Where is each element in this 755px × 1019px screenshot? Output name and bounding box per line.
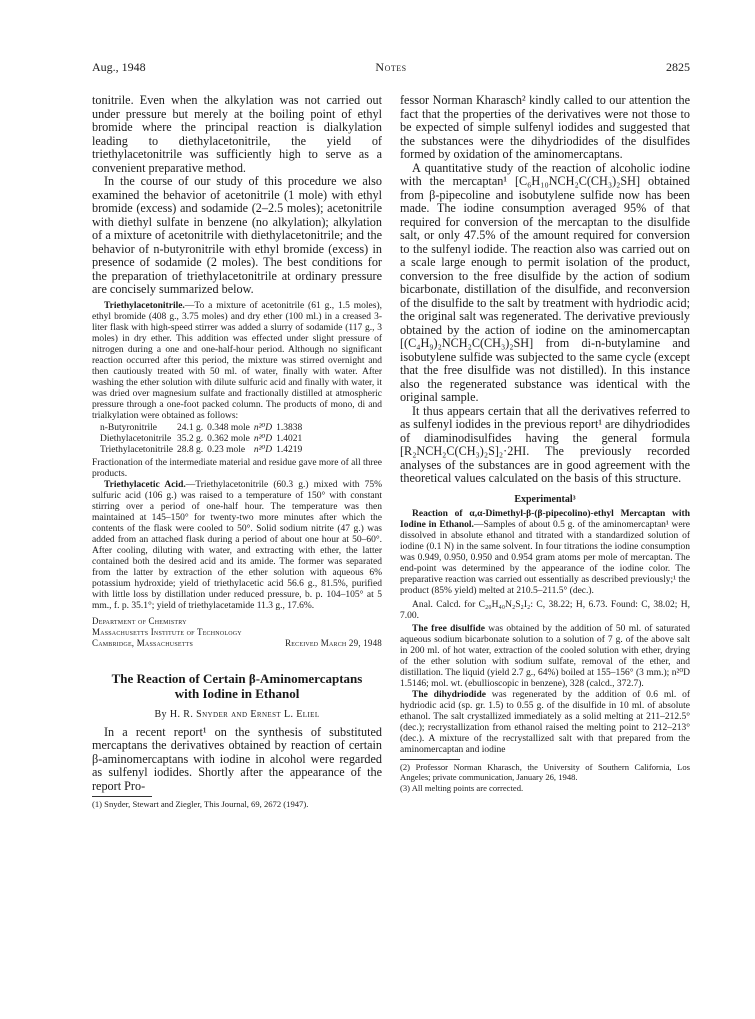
paragraph-text: —Triethylacetonitrile (60.3 g.) mixed with 75% sulfuric acid (106 g.) was raised to a temperature of 150° with constant stirring over a period of one-half hour. The temperature was then maintained at 145–150° for twenty-two more minutes after which the contents of the flask were cooled to 50°. Solid sodium nitrite (47 g.) was added from an attached flask during a period of about one hour at 50–60°. After cooling, diluting with water, and extracting with ether, the latter contained both the desired acid and its amide. The former was separated from the latter by extraction of the ether solution with aqueous 6% potassium hydroxide; yield of triethylacetic acid 56.6 g., 81.5%, purified with little loss by distillation under reduced pressure, b. p. 104–105° at 5 mm., f. p. 35.1°; yield of triethylacetamide 11.3 g., 17.6%. [92,479,383,611]
product-n-value: 1.3838 [276,422,303,433]
run-in-heading: The free disulfide [412,623,485,634]
paragraph-text: was obtained by the addition of 50 ml. of saturated aqueous sodium bicarbonate solution to a solution of 7 g. of the above salt in 200 ml. of hot water, extraction of the cooled solution with ether, drying of the ether solution with sodium sulfate, removal of the ether, and distillation. The liquid (yield 2.7 g., 64%) boiled at 155–156° (3 mm.); n²⁰D 1.5146; mol. wt. (ebullioscopic in benzene), 328 (calcd., 372.7). [400,623,690,689]
product-mass: 28.8 g. [177,444,204,455]
footnote: (3) All melting points are corrected. [400,782,524,793]
product-name: Diethylacetonitrile [100,433,172,444]
product-name: Triethylacetonitrile [100,444,173,455]
left-column [92,94,382,810]
paragraph: fessor Norman Kharasch² kindly called to our attention the fact that the properties of the derivatives were not those to be expected of simple sulfenyl iodides and suggested that the substances were the dihydriodides of the disulfides formed by oxidation of the aminomercaptans. [400,93,690,161]
paragraph: Fractionation of the intermediate material and residue gave more of all three products. [92,457,382,479]
note-title-line: The Reaction of Certain β-Aminomercaptans [111,670,363,686]
footnote-rule [400,759,460,760]
paragraph [92,301,382,422]
product-row [100,445,306,456]
footnote: (1) Snyder, Stewart and Ziegler, This Journal, 69, 2672 (1947). [92,799,309,809]
affiliation-line [92,638,382,649]
paragraph: tonitrile. Even when the alkylation was not carried out under pressure but merely at the boiling point of ethyl bromide where the principal reaction is dialkylation leading to diethylacetonitrile, the yield of triethylacetonitrile was sufficiently high to serve as a convenient preparative method. [92,93,382,175]
footnote-rule [92,796,152,797]
byline-authors: H. R. Snyder and Ernest L. Eliel [169,708,320,720]
note-title [92,671,382,701]
product-n-label: n²⁰D [253,422,273,433]
paragraph: In a recent report¹ on the synthesis of substituted mercaptans the derivatives obtained by reaction of certain β-aminomercaptans with iodine in alcohol were regarded as sulfenyl iodides. Shortly after the appearance of the report Pro- [92,724,382,793]
paragraph-text: —To a mixture of acetonitrile (61 g., 1.5 moles), ethyl bromide (408 g., 3.75 moles) and dry ether (100 ml.) in a creased 3-liter flask with high-speed stirrer was added a slurry of sodamide (117 g., 3 moles) in dry ether. This addition was effected under slight pressure of nitrogen during a one and one-half-hour period. Although no significant reaction occurred after this period, the mixture was stirred overnight and then cautiously treated with 50 ml. of water, finally with water. After washing the ether solution with dilute sulfuric acid and finally with water, it was dried over magnesium sulfate and fractionally distilled at atmospheric pressure through a one-foot packed column. The products of mono, di and trialkylation were obtained as follows: [92,300,382,421]
paragraph: It thus appears certain that all the derivatives referred to as sulfenyl iodides in the previous report¹ are dihydriodides of diaminodisulfides having the general formula [R₂NCH₂C(CH₃)₂S]₂·2HI. The previously recorded analyses of the substances are in good agreement with the theoretical values calculated on the basis of this structure. [400,403,690,485]
product-moles: 0.362 mole [207,433,250,444]
affiliation-line: Massachusetts Institute of Technology [92,626,242,637]
received-date: Received March 29, 1948 [285,637,382,648]
header-page-number: 2825 [666,60,690,74]
header-section: Notes [375,60,407,74]
byline-by: By [154,708,167,720]
paragraph [92,480,382,612]
product-n-value: 1.4021 [276,433,303,444]
paragraph: In the course of our study of this procedure we also examined the behavior of acetonitrile (1 mole) with ethyl bromide (excess) and sodamide (2–2.5 moles); acetonitrile with diethyl sulfate in benzene (no alkylation); alkylation of a mixture of acetonitrile with diethylacetonitrile; and the behavior of n-butyronitrile with ethyl bromide (excess) in presence of sodamide (2 moles). The best conditions for the preparation of triethylacetonitrile at ordinary pressure are concisely summarized below. [92,174,382,296]
product-name: n-Butyronitrile [100,422,157,433]
note-title-line: with Iodine in Ethanol [174,685,300,701]
product-n-label: n²⁰D [253,433,273,444]
analysis-line: Anal. Calcd. for C₂₀H₄₀N₂S₂I₂: C, 38.22; H, 6.73. Found: C, 38.02; H, 7.00. [400,599,690,621]
run-in-heading: Reaction of α,α-Dimethyl-β-(β-pipecolino)-ethyl Mercaptan with Iodine in Ethanol. [400,508,690,530]
paragraph [400,690,690,756]
run-in-heading: The dihydriodide [412,689,486,700]
product-moles: 0.23 mole [207,444,246,455]
section-heading: Experimental³ [514,493,576,505]
product-row [100,434,306,445]
paragraph-text: —Samples of about 0.5 g. of the aminomercaptan¹ were dissolved in absolute ethanol and titrated with a standardized solution of iodine (0.1 N) in the same solvent. In four titrations the iodine consumption was 0.949, 0.950, 0.950 and 0.954 gram atoms per mole of mercaptan. The end-point was determined by the appearance of the iodine color. The preparative reaction was carried out essentially as described previously;¹ the product (85% yield) melted at 210.5–211.5° (dec.). [400,519,691,596]
run-in-heading: Triethylacetic Acid. [104,479,186,490]
product-n-label: n²⁰D [253,444,273,455]
paragraph [400,509,690,597]
paragraph: A quantitative study of the reaction of alcoholic iodine with the mercaptan¹ [C₆H₁₀NCH₂C(CH₃)₂SH] obtained from β-pipecoline and isobutylene sulfide now has been made. The iodine consumption averaged 95% of that required for conversion of the mercaptan to the disulfide salt, or only 47.5% of the amount required for conversion to the sulfenyl iodide. The reaction also was carried out on a scale large enough to permit isolation of the product, conversion to the free disulfide by the action of sodium bicarbonate, distillation of the disulfide, and reconversion of the disulfide to the salt by treatment with hydriodic acid; the original salt was regenerated. The derivative previously obtained by the action of iodine on the aminomercaptan [(C₄H₉)₂NCH₂C(CH₃)₂SH] from di-n-butylamine and isobutylene sulfide was subjected to the same cycle (except that the free disulfide was not distilled). In this instance also the regenerated substance was identical with the original sample. [400,160,690,404]
product-table [100,423,306,456]
product-n-value: 1.4219 [276,444,303,455]
footnote: (2) Professor Norman Kharasch, the University of Southern California, Los Angeles; private communication, January 26, 1948. [400,761,690,782]
byline [92,709,382,720]
header-date: Aug., 1948 [92,60,146,74]
product-mass: 24.1 g. [177,422,204,433]
running-header [92,60,690,76]
paragraph [400,624,690,690]
right-column [400,94,690,793]
product-moles: 0.348 mole [207,422,250,433]
run-in-heading: Triethylacetonitrile. [104,300,185,311]
affiliation-city: Cambridge, Massachusetts [92,637,193,648]
affiliation-line: Department of Chemistry [92,615,187,626]
paragraph-text: was regenerated by the addition of 0.6 ml. of hydriodic acid (sp. gr. 1.5) to 0.55 g. of the disulfide in 10 ml. of absolute ethanol. The salt crystallized immediately as a solid melting at 211–212.5° (dec.); recrystallization from ethanol raised the melting point to 212–213° (dec.). A mixture of the recrystallized salt with that prepared from the aminomercaptan and iodine [400,689,690,755]
product-mass: 35.2 g. [177,433,204,444]
product-row [100,423,306,434]
affiliation [92,616,382,649]
